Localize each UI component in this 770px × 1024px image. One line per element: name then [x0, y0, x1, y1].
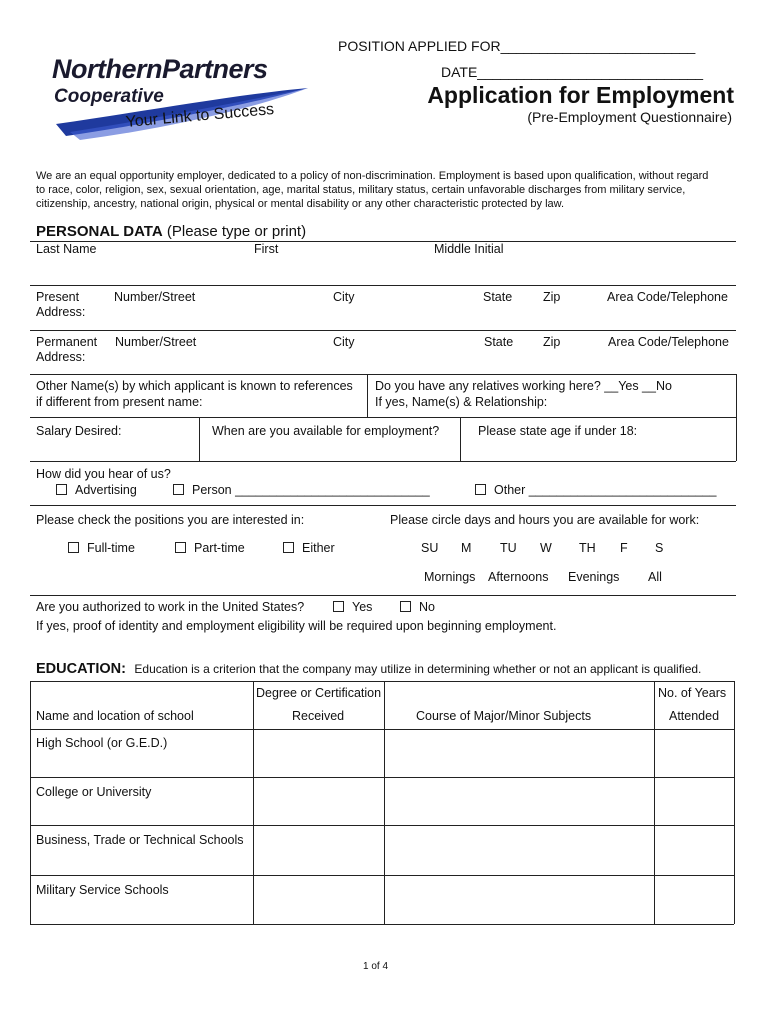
- edu-row-military: Military Service Schools: [36, 883, 169, 897]
- divider: [30, 595, 736, 596]
- divider: [367, 374, 368, 417]
- hours-mornings[interactable]: Mornings: [424, 570, 476, 584]
- fulltime-option[interactable]: [68, 541, 135, 555]
- divider: [460, 417, 461, 461]
- company-logo: [50, 52, 315, 147]
- day-m[interactable]: M: [461, 541, 472, 555]
- divider: [30, 417, 736, 418]
- personal-heading: [36, 223, 306, 240]
- relatives-names-label: If yes, Name(s) & Relationship:: [375, 395, 548, 409]
- page-title: Application for Employment: [427, 82, 734, 108]
- either-label: Either: [302, 541, 335, 555]
- day-f[interactable]: F: [620, 541, 628, 555]
- salary-label: Salary Desired:: [36, 424, 122, 438]
- advertising-label: Advertising: [75, 483, 137, 497]
- divider: [30, 681, 734, 682]
- authorized-yes-option[interactable]: [333, 600, 372, 614]
- day-s[interactable]: S: [655, 541, 664, 555]
- present-label: Present: [36, 290, 80, 304]
- day-su[interactable]: SU: [421, 541, 439, 555]
- hours-all[interactable]: All: [648, 570, 662, 584]
- present-street-label: Number/Street: [114, 290, 196, 304]
- divider: [736, 374, 737, 461]
- permanent-zip-label: Zip: [543, 335, 561, 349]
- authorized-question: Are you authorized to work in the United States?: [36, 600, 305, 614]
- advertising-checkbox[interactable]: [56, 484, 67, 495]
- divider: [30, 374, 736, 375]
- positions-question: Please check the positions you are interested in:: [36, 513, 305, 527]
- either-option[interactable]: [283, 541, 335, 555]
- education-heading: [36, 660, 701, 678]
- other-option[interactable]: [475, 483, 716, 497]
- divider: [30, 505, 736, 506]
- permanent-city-label: City: [333, 335, 355, 349]
- permanent-state-label: State: [484, 335, 514, 349]
- authorized-yes-label: Yes: [352, 600, 373, 614]
- other-names-label-2: if different from present name:: [36, 395, 203, 409]
- divider: [734, 681, 735, 924]
- present-zip-label: Zip: [543, 290, 561, 304]
- parttime-label: Part-time: [194, 541, 245, 555]
- present-state-label: State: [483, 290, 513, 304]
- proof-note: If yes, proof of identity and employment eligibility will be required upon beginning employment.: [36, 619, 557, 633]
- divider: [30, 461, 736, 462]
- permanent-label: Permanent: [36, 335, 98, 349]
- middle-initial-label: Middle Initial: [434, 242, 504, 256]
- other-label: Other ___________________________: [494, 483, 717, 497]
- divider: [30, 681, 31, 924]
- col-degree-header: Degree or Certification: [256, 686, 382, 700]
- edu-row-college: College or University: [36, 785, 152, 799]
- present-address-label: Address:: [36, 305, 86, 319]
- authorized-no-checkbox[interactable]: [400, 601, 411, 612]
- advertising-option[interactable]: [56, 483, 137, 497]
- divider: [30, 330, 736, 331]
- other-checkbox[interactable]: [475, 484, 486, 495]
- date-field[interactable]: DATE_____________________________: [441, 64, 704, 80]
- permanent-address-label: Address:: [36, 350, 86, 364]
- divider: [30, 241, 736, 242]
- divider: [199, 417, 200, 461]
- divider: [30, 777, 734, 778]
- col-school-header: Name and location of school: [36, 709, 194, 723]
- page-subtitle: (Pre-Employment Questionnaire): [527, 109, 732, 125]
- day-w[interactable]: W: [540, 541, 552, 555]
- intro-line-1: We are an equal opportunity employer, dedicated to a policy of non-discrimination. Employment is based upon qualification, without regard: [36, 170, 709, 182]
- logo-cooperative: Cooperative: [54, 86, 164, 107]
- hours-evenings[interactable]: Evenings: [568, 570, 620, 584]
- authorized-no-label: No: [419, 600, 435, 614]
- page-number: 1 of 4: [363, 961, 389, 972]
- parttime-checkbox[interactable]: [175, 542, 186, 553]
- permanent-phone-label: Area Code/Telephone: [608, 335, 729, 349]
- col-years-header-2: Attended: [669, 709, 720, 723]
- relatives-question: Do you have any relatives working here? __Yes __No: [375, 379, 672, 393]
- fulltime-checkbox[interactable]: [68, 542, 79, 553]
- person-checkbox[interactable]: [173, 484, 184, 495]
- hear-question: How did you hear of us?: [36, 467, 171, 481]
- col-years-header: No. of Years: [658, 686, 727, 700]
- person-option[interactable]: [173, 483, 430, 497]
- days-question: Please circle days and hours you are available for work:: [390, 513, 700, 527]
- col-degree-header-2: Received: [292, 709, 345, 723]
- intro-line-2: to race, color, religion, sex, sexual orientation, age, marital status, military status, certain unfavorable discharges from military service,: [36, 184, 686, 196]
- present-city-label: City: [333, 290, 355, 304]
- logo-name: NorthernPartners: [52, 54, 268, 84]
- present-phone-label: Area Code/Telephone: [607, 290, 728, 304]
- authorized-no-option[interactable]: [400, 600, 435, 614]
- day-th[interactable]: TH: [579, 541, 596, 555]
- divider: [654, 681, 655, 924]
- divider: [30, 924, 734, 925]
- authorized-yes-checkbox[interactable]: [333, 601, 344, 612]
- age-label: Please state age if under 18:: [478, 424, 638, 438]
- logo-tagline: Your Link to Success: [125, 101, 275, 131]
- divider: [30, 729, 734, 730]
- day-tu[interactable]: TU: [500, 541, 517, 555]
- intro-line-3: citizenship, ancestry, national origin, physical or mental disability or any other characteristic protected by law.: [36, 198, 565, 210]
- divider: [30, 285, 736, 286]
- permanent-street-label: Number/Street: [115, 335, 197, 349]
- divider: [253, 681, 254, 924]
- availability-label: When are you available for employment?: [212, 424, 440, 438]
- first-name-label: First: [254, 242, 279, 256]
- person-label: Person ____________________________: [192, 483, 430, 497]
- divider: [384, 681, 385, 924]
- edu-row-business: Business, Trade or Technical Schools: [36, 833, 244, 847]
- fulltime-label: Full-time: [87, 541, 135, 555]
- education-heading-title: EDUCATION:: [36, 661, 126, 677]
- hours-afternoons[interactable]: Afternoons: [488, 570, 549, 584]
- either-checkbox[interactable]: [283, 542, 294, 553]
- personal-heading-title: PERSONAL DATA: [36, 223, 163, 240]
- parttime-option[interactable]: [175, 541, 245, 555]
- last-name-label: Last Name: [36, 242, 97, 256]
- edu-row-high-school: High School (or G.E.D.): [36, 736, 168, 750]
- education-note: Education is a criterion that the company may utilize in determining whether or not an applicant is qualified.: [134, 662, 702, 676]
- position-applied-field[interactable]: POSITION APPLIED FOR_________________________: [338, 38, 696, 54]
- other-names-label: Other Name(s) by which applicant is known to references: [36, 379, 353, 393]
- col-course-header: Course of Major/Minor Subjects: [416, 709, 592, 723]
- divider: [30, 875, 734, 876]
- personal-heading-note: (Please type or print): [166, 223, 307, 240]
- divider: [30, 825, 734, 826]
